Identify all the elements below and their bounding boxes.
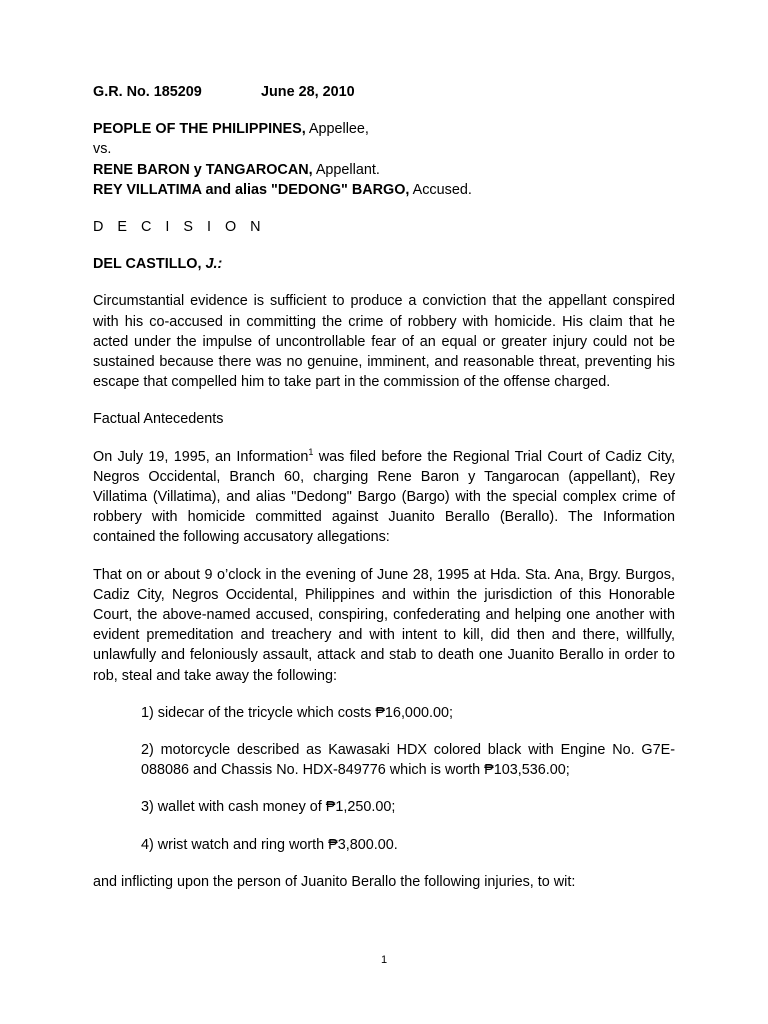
- facts-text-end: was filed before the Regional Trial Court of Cadiz City, Negros Occidental, Branch 60, charging Rene Baron y Tangarocan (appellant), Rey Villatima (Villatima), and alias "Dedong" Bargo (Bargo) with the special complex crime of robbery with homicide committed against Juanito Berallo (Berallo). The Information contained the following accusatory allegations:: [93, 448, 676, 546]
- appellant-role: Appellant.: [312, 161, 380, 178]
- page-number: 1: [380, 954, 388, 966]
- accused-role: Accused.: [409, 181, 472, 198]
- document-page: [93, 82, 675, 892]
- list-item: 2) motorcycle described as Kawasaki HDX colored black with Engine No. G7E-088086 and Chassis No. HDX-849776 which is worth ₱103,536.00;: [141, 742, 675, 779]
- party-accused: [93, 180, 675, 200]
- versus-text: vs.: [93, 141, 112, 158]
- facts-text-start: On July 19, 1995, an Information: [93, 448, 309, 465]
- party-appellant: [93, 160, 675, 180]
- ponente-name: DEL CASTILLO,: [93, 256, 206, 273]
- closing-paragraph: and inflicting upon the person of Juanito Berallo the following injuries, to wit:: [93, 873, 576, 890]
- case-number: G.R. No. 185209: [93, 84, 202, 100]
- accused-name: REY VILLATIMA and alias "DEDONG" BARGO,: [93, 181, 410, 198]
- appellee-name: PEOPLE OF THE PHILIPPINES,: [93, 121, 306, 138]
- case-parties: [93, 119, 675, 200]
- facts-paragraph: [93, 447, 675, 548]
- appellee-role: Appellee,: [305, 121, 369, 138]
- list-item: 1) sidecar of the tricycle which costs ₱16,000.00;: [141, 704, 453, 721]
- intro-paragraph: Circumstantial evidence is sufficient to produce a conviction that the appellant conspired with his co-accused in committing the crime of robbery with homicide. His claim that he acted under the impulse of uncontrollable fear of an equal or greater injury could not be sustained because there was no genuine, imminent, and reasonable threat, preventing his escape that compelled him to take part in the commission of the offense charged.: [93, 293, 675, 391]
- case-date: June 28, 2010: [261, 84, 355, 100]
- list-item: 4) wrist watch and ring worth ₱3,800.00.: [141, 836, 398, 853]
- footnote-ref[interactable]: 1: [308, 446, 314, 457]
- ponente: [93, 254, 675, 274]
- section-heading: Factual Antecedents: [93, 411, 224, 428]
- appellant-name: RENE BARON y TANGAROCAN,: [93, 161, 313, 178]
- allegation-paragraph: That on or about 9 o’clock in the evening of June 28, 1995 at Hda. Sta. Ana, Brgy. Burgos, Cadiz City, Negros Occidental, Philippines and within the jurisdiction of this Honorable Court, the above-named accused, conspiring, confederating and helping one another with evident premeditation and treachery and with intent to kill, did then and there, willfully, unlawfully and feloniously assault, attack and stab to death one Juanito Berallo in order to rob, steal and take away the following:: [93, 566, 675, 684]
- case-header: [93, 82, 675, 102]
- party-appellee: [93, 119, 675, 139]
- list-item: 3) wallet with cash money of ₱1,250.00;: [141, 799, 396, 816]
- ponente-title: J.:: [205, 256, 223, 273]
- decision-heading: D E C I S I O N: [93, 219, 266, 236]
